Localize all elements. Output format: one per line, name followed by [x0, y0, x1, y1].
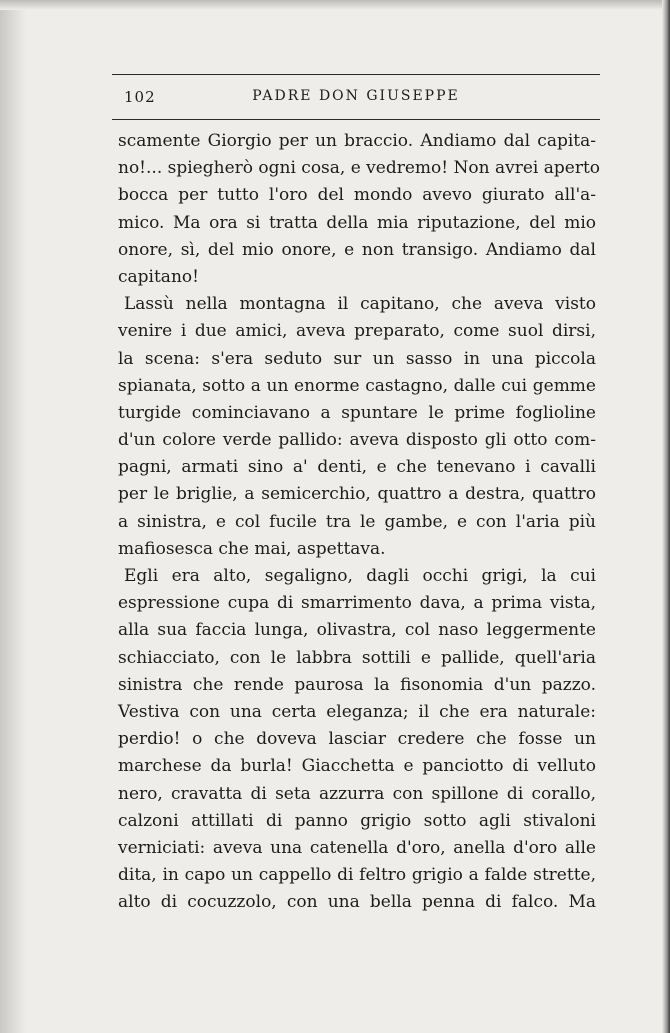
spine-shadow — [0, 0, 26, 1033]
text-line: d'un colore verde pallido: aveva disposto gli otto com- — [118, 430, 596, 451]
text-line: marchese da burla! Giacchetta e panciotto di velluto — [118, 756, 596, 777]
text-line: no!... spiegherò ogni cosa, e vedremo! Non avrei aperto — [118, 158, 601, 179]
text-line: venire i due amici, aveva preparato, come suol dirsi, — [118, 321, 596, 342]
running-header — [112, 74, 600, 120]
text-line: alto di cocuzzolo, con una bella penna di falco. Ma — [118, 892, 596, 913]
text-line: turgide cominciavano a spuntare le prime foglioline — [118, 402, 596, 423]
page-number: 102 — [124, 88, 156, 106]
text-line: Lassù nella montagna il capitano, che aveva visto — [124, 294, 596, 315]
text-line: nero, cravatta di seta azzurra con spillone di corallo, — [118, 783, 596, 804]
text-line: mico. Ma ora si tratta della mia riputazione, del mio — [118, 212, 596, 233]
text-line: mafiosesca che mai, aspettava. — [118, 538, 386, 559]
running-title: PADRE DON GIUSEPPE — [252, 88, 460, 104]
text-line: perdio! o che doveva lasciar credere che fosse un — [118, 729, 596, 750]
page-edge — [662, 0, 670, 1033]
text-line: calzoni attillati di panno grigio sotto agli stivaloni — [118, 810, 596, 831]
text-line: onore, sì, del mio onore, e non transigo. Andiamo dal — [118, 239, 596, 260]
text-line: la scena: s'era seduto sur un sasso in una piccola — [118, 348, 596, 369]
text-line: bocca per tutto l'oro del mondo avevo giurato all'a- — [118, 185, 596, 206]
text-line: pagni, armati sino a' denti, e che tenevano i cavalli — [118, 457, 596, 478]
text-line: scamente Giorgio per un braccio. Andiamo dal capita- — [118, 131, 596, 151]
text-line: spianata, sotto a un enorme castagno, dalle cui gemme — [118, 375, 596, 396]
text-line: alla sua faccia lunga, olivastra, col naso leggermente — [118, 620, 596, 641]
text-line: per le briglie, a semicerchio, quattro a destra, quattro — [118, 484, 596, 505]
text-line: sinistra che rende paurosa la fisonomia d'un pazzo. — [118, 674, 596, 695]
text-line: schiacciato, con le labbra sottili e pallide, quell'aria — [118, 647, 596, 668]
top-shadow — [0, 0, 670, 10]
text-line: verniciati: aveva una catenella d'oro, anella d'oro alle — [118, 837, 596, 858]
text-line: Vestiva con una certa eleganza; il che era naturale: — [118, 701, 596, 722]
text-line: dita, in capo un cappello di feltro grigio a falde strette, — [118, 865, 596, 886]
text-line: espressione cupa di smarrimento dava, a prima vista, — [118, 593, 596, 614]
text-line: capitano! — [118, 266, 199, 287]
text-line: Egli era alto, segaligno, dagli occhi grigi, la cui — [124, 566, 596, 586]
text-line: a sinistra, e col fucile tra le gambe, e con l'aria più — [118, 511, 596, 532]
body-text — [118, 128, 601, 916]
